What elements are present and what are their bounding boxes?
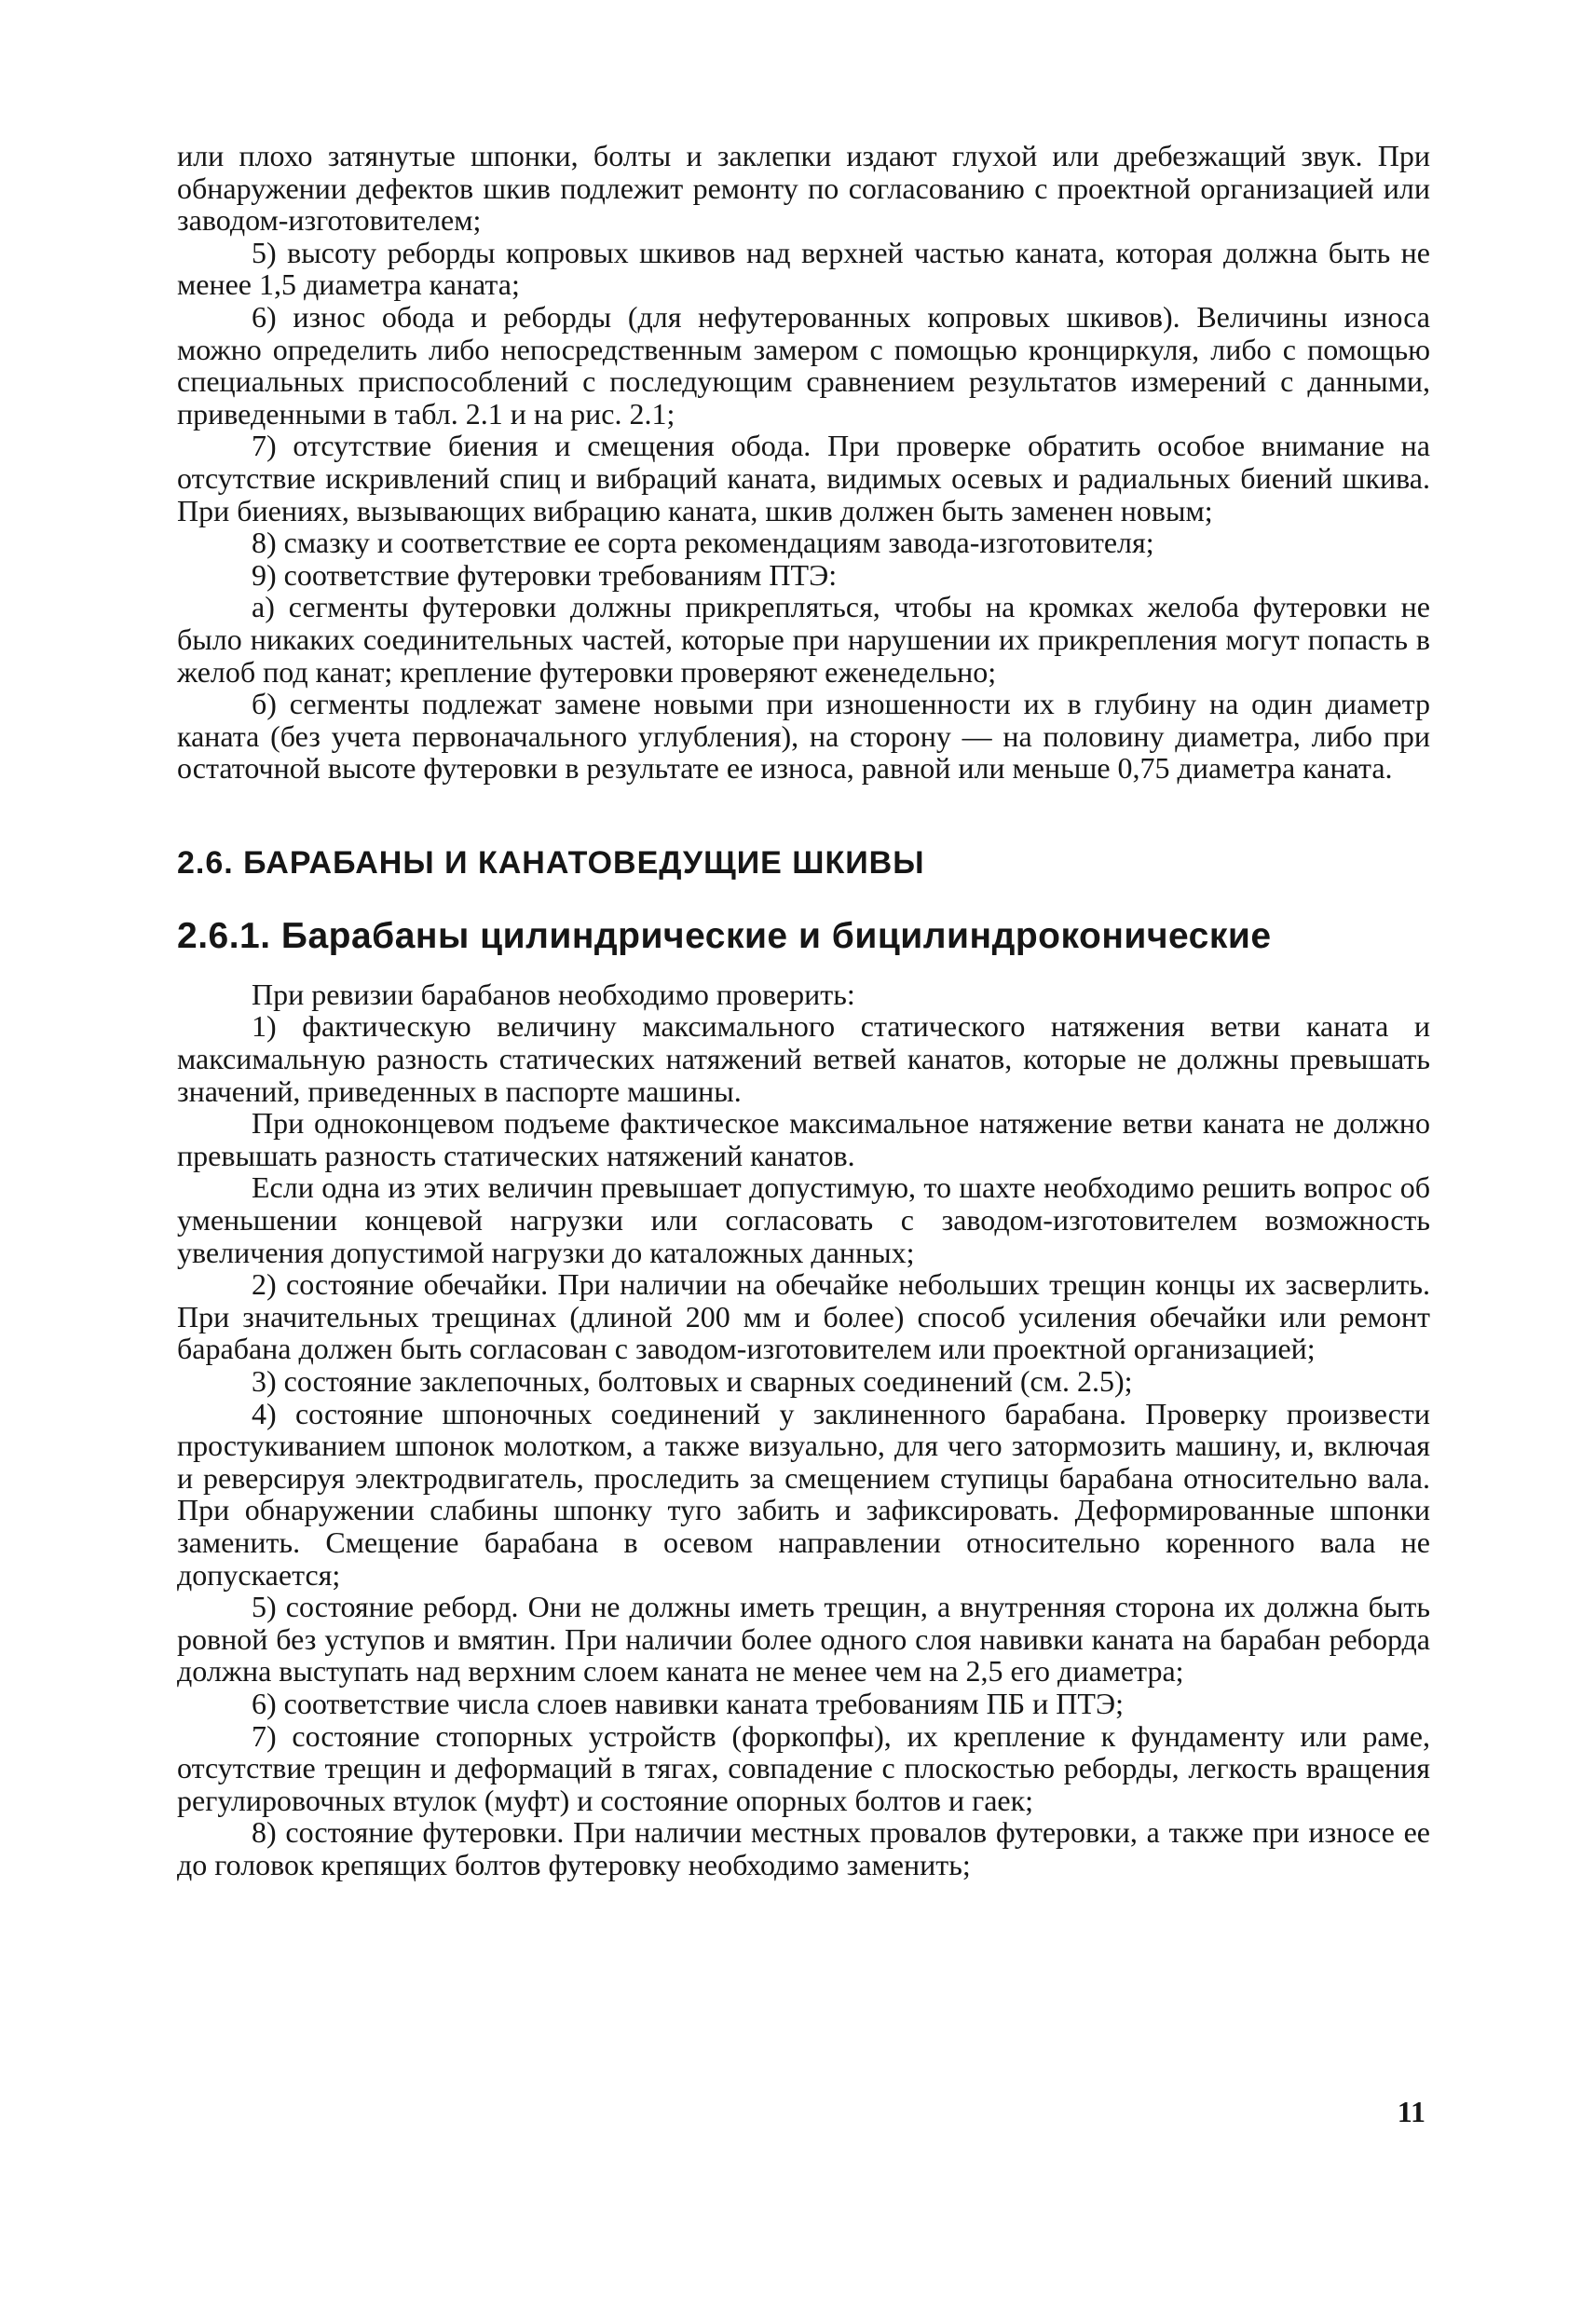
top-text-block — [177, 140, 1430, 785]
paragraph: 6) соответствие числа слоев навивки каната требованиям ПБ и ПТЭ; — [252, 1686, 1124, 1720]
paragraph: 8) смазку и соответствие ее сорта рекомендациям завода-изготовителя; — [252, 526, 1154, 560]
page-body — [177, 140, 1430, 1881]
section-heading: 2.6. БАРАБАНЫ И КАНАТОВЕДУЩИЕ ШКИВЫ — [177, 844, 925, 881]
paragraph: 4) состояние шпоночных соединений у заклиненного барабана. Проверку произвести простукиванием шпонок молотком, а также визуально, для чего затормозить машину, и, включая и реверсируя электродвигатель, проследить за смещением ступицы барабана относительно вала. При обнаружении слабины шпонку туго забить и зафиксировать. Деформированные шпонки заменить. Смещение барабана в осевом направлении относительно коренного вала не допускается; — [177, 1396, 1430, 1592]
page-number: 11 — [1397, 2095, 1425, 2128]
paragraph: При одноконцевом подъеме фактическое максимальное натяжение ветви каната не должно превышать разность статических натяжений канатов. — [177, 1106, 1430, 1172]
subsection-heading: 2.6.1. Барабаны цилиндрические и бицилиндроконические — [177, 915, 1272, 956]
paragraph: б) сегменты подлежат замене новыми при изношенности их в глубину на один диаметр каната (без учета первоначального углубления), на сторону — на половину диаметра, либо при остаточной высоте футеровки в результате ее износа, равной или меньше 0,75 диаметра каната. — [177, 687, 1430, 786]
paragraph: При ревизии барабанов необходимо проверить: — [252, 977, 855, 1011]
paragraph: 8) состояние футеровки. При наличии местных провалов футеровки, а также при износе ее до головок крепящих болтов футеровку необходимо заменить; — [177, 1815, 1430, 1881]
paragraph: 9) соответствие футеровки требованиям ПТЭ: — [252, 557, 838, 592]
paragraph: 2) состояние обечайки. При наличии на обечайке небольших трещин концы их засверлить. При значительных трещинах (длиной 200 мм и более) способ усиления обечайки или ремонт барабана должен быть согласован с заводом-изготовителем или проектной организацией; — [177, 1267, 1430, 1366]
bottom-text-block — [177, 978, 1430, 1881]
paragraph: 5) состояние реборд. Они не должны иметь трещин, а внутренняя сторона их должна быть ровной без уступов и вмятин. При наличии более одного слоя навивки каната на барабан реборда должна выступать над верхним слоем каната не менее чем на 2,5 его диаметра; — [177, 1590, 1430, 1689]
paragraph: 5) высоту реборды копровых шкивов над верхней частью каната, которая должна быть не менее 1,5 диаметра каната; — [177, 235, 1430, 302]
paragraph: 1) фактическую величину максимального статического натяжения ветви каната и максимальную разность статических натяжений ветвей канатов, которые не должны превышать значений, приведенных в паспорте машины. — [177, 1009, 1430, 1108]
paragraph: 6) износ обода и реборды (для нефутерованных копровых шкивов). Величины износа можно определить либо непосредственным замером с помощью кронциркуля, либо с помощью специальных приспособлений с последующим сравнением результатов измерений с данными, приведенными в табл. 2.1 и на рис. 2.1; — [177, 299, 1430, 431]
paragraph: 7) отсутствие биения и смещения обода. При проверке обратить особое внимание на отсутствие искривлений спиц и вибраций каната, видимых осевых и радиальных биений шкива. При биениях, вызывающих вибрацию каната, шкив должен быть заменен новым; — [177, 429, 1430, 527]
paragraph: или плохо затянутые шпонки, болты и заклепки издают глухой или дребезжащий звук. При обнаружении дефектов шкив подлежит ремонту по согласованию с проектной организацией или заводом-изготовителем; — [177, 139, 1430, 238]
paragraph: а) сегменты футеровки должны прикрепляться, чтобы на кромках желоба футеровки не было никаких соединительных частей, которые при нарушении их прикрепления могут попасть в желоб под канат; крепление футеровки проверяют еженедельно; — [177, 590, 1430, 689]
paragraph: 3) состояние заклепочных, болтовых и сварных соединений (см. 2.5); — [252, 1364, 1133, 1398]
paragraph: Если одна из этих величин превышает допустимую, то шахте необходимо решить вопрос об уменьшении концевой нагрузки или согласовать с заводом-изготовителем возможность увеличения допустимой нагрузки до каталожных данных; — [177, 1170, 1430, 1269]
paragraph: 7) состояние стопорных устройств (форкопфы), их крепление к фундаменту или раме, отсутствие трещин и деформаций в тягах, совпадение с плоскостью реборды, легкость вращения регулировочных втулок (муфт) и состояние опорных болтов и гаек; — [177, 1718, 1430, 1817]
